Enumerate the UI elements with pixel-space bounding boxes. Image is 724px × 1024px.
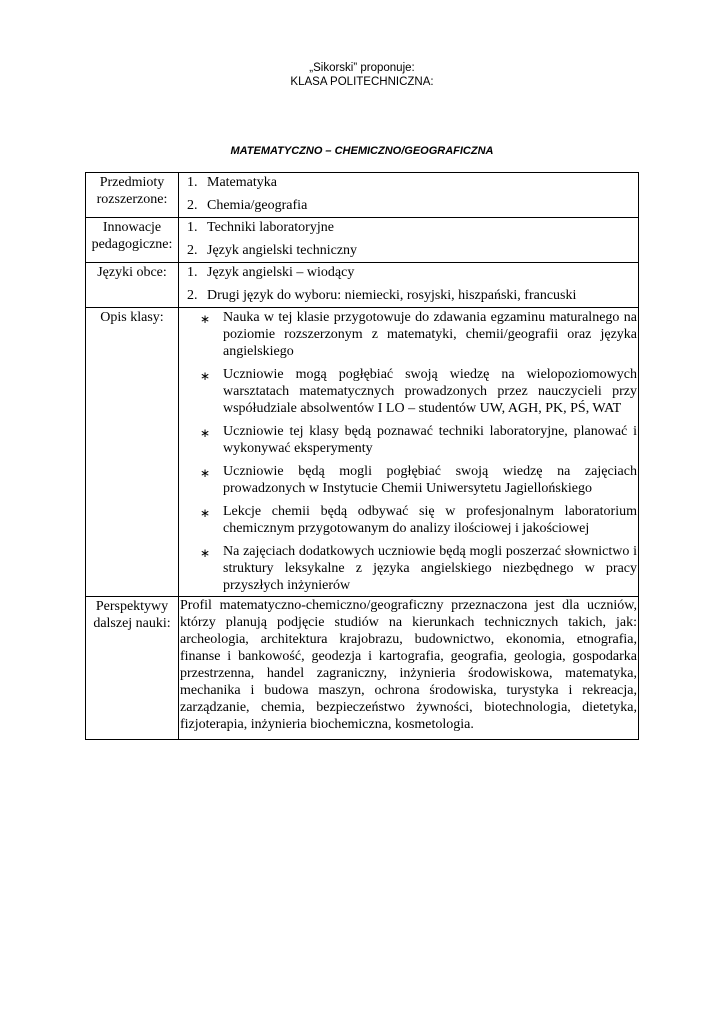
list-item-text: Uczniowie tej klasy będą poznawać techniki laboratoryjne, planować i wykonywać eksperymenty xyxy=(223,424,637,456)
asterisk-bullet-icon: ∗ xyxy=(200,546,211,560)
list-item: 2. Chemia/geografia xyxy=(201,197,638,214)
list-item xyxy=(179,543,638,594)
cell-languages xyxy=(179,263,639,308)
cell-extended-subjects xyxy=(179,173,639,218)
cell-innovations xyxy=(179,218,639,263)
asterisk-bullet-icon: ∗ xyxy=(200,369,211,383)
list-item: 1. Techniki laboratoryjne xyxy=(201,219,638,236)
list-item xyxy=(179,309,638,360)
cell-perspectives xyxy=(179,597,639,740)
header-line-1: „Sikorski” proponuje: xyxy=(309,62,415,74)
list-item xyxy=(179,463,638,497)
list-item-text: Uczniowie mogą pogłębiać swoją wiedzę na wielopoziomowych warsztatach matematycznych prowadzonych przez nauczycieli przy współudziale absolwentów I LO – studentów UW, AGH, PK, PŚ, WAT xyxy=(223,367,637,416)
asterisk-bullet-icon: ∗ xyxy=(200,506,211,520)
label-languages: Języki obce: xyxy=(86,263,179,308)
list-item xyxy=(179,423,638,457)
list-item xyxy=(179,366,638,417)
cell-description xyxy=(179,308,639,597)
list-item xyxy=(179,503,638,537)
row-innovations xyxy=(86,218,639,263)
asterisk-bullet-icon: ∗ xyxy=(200,426,211,440)
innovations-list xyxy=(179,219,638,259)
list-item-text: Nauka w tej klasie przygotowuje do zdawania egzaminu maturalnego na poziomie rozszerzonym z matematyki, chemii/geografii oraz języka angielskiego xyxy=(223,310,637,359)
languages-list xyxy=(179,264,638,304)
row-languages xyxy=(86,263,639,308)
perspectives-text: Profil matematyczno-chemiczno/geograficzny przeznaczona jest dla uczniów, którzy planują podjęcie studiów na kierunkach technicznych takich, jak: archeologia, architektura krajobrazu, budownictwo, ekonomia, etnografia, finanse i bankowość, geodezja i kartografia, geografia, geologia, gospodarka przestrzenna, handel zagraniczny, inżynieria środowiskowa, matematyka, mechanika i budowa maszyn, ochrona środowiska, turystyka i rekreacja, zarządzanie, chemia, bezpieczeństwo żywności, biotechnologia, dietetyka, fizjoterapia, inżynieria biochemiczna, kosmetologia. xyxy=(180,598,637,732)
list-item-text: Na zajęciach dodatkowych uczniowie będą mogli poszerzać słownictwo i struktury leksykalne z języka angielskiego niezbędnego w pracy przyszłych inżynierów xyxy=(223,544,637,593)
section-title: MATEMATYCZNO – CHEMICZNO/GEOGRAFICZNA xyxy=(230,145,494,157)
label-innovations: Innowacje pedagogiczne: xyxy=(86,218,179,263)
label-perspectives: Perspektywy dalszej nauki: xyxy=(86,597,179,740)
list-item: 1. Język angielski – wiodący xyxy=(201,264,638,281)
asterisk-bullet-icon: ∗ xyxy=(200,312,211,326)
list-item-text: Uczniowie będą mogli pogłębiać swoją wiedzę na zajęciach prowadzonych w Instytucie Chemii Uniwersytetu Jagiellońskiego xyxy=(223,464,637,496)
list-item: 1. Matematyka xyxy=(201,174,638,191)
class-profile-table xyxy=(85,172,639,740)
list-item: 2. Drugi język do wyboru: niemiecki, rosyjski, hiszpański, francuski xyxy=(201,287,638,304)
label-extended-subjects: Przedmioty rozszerzone: xyxy=(86,173,179,218)
list-item-text: Lekcje chemii będą odbywać się w profesjonalnym laboratorium chemicznym przygotowanym do analizy ilościowej i jakościowej xyxy=(223,504,637,536)
description-list xyxy=(179,309,638,594)
asterisk-bullet-icon: ∗ xyxy=(200,466,211,480)
row-description xyxy=(86,308,639,597)
page-header xyxy=(0,61,724,89)
extended-subjects-list xyxy=(179,174,638,214)
list-item: 2. Język angielski techniczny xyxy=(201,242,638,259)
row-extended-subjects xyxy=(86,173,639,218)
row-perspectives xyxy=(86,597,639,740)
label-description: Opis klasy: xyxy=(86,308,179,597)
header-line-2: KLASA POLITECHNICZNA: xyxy=(290,76,434,88)
